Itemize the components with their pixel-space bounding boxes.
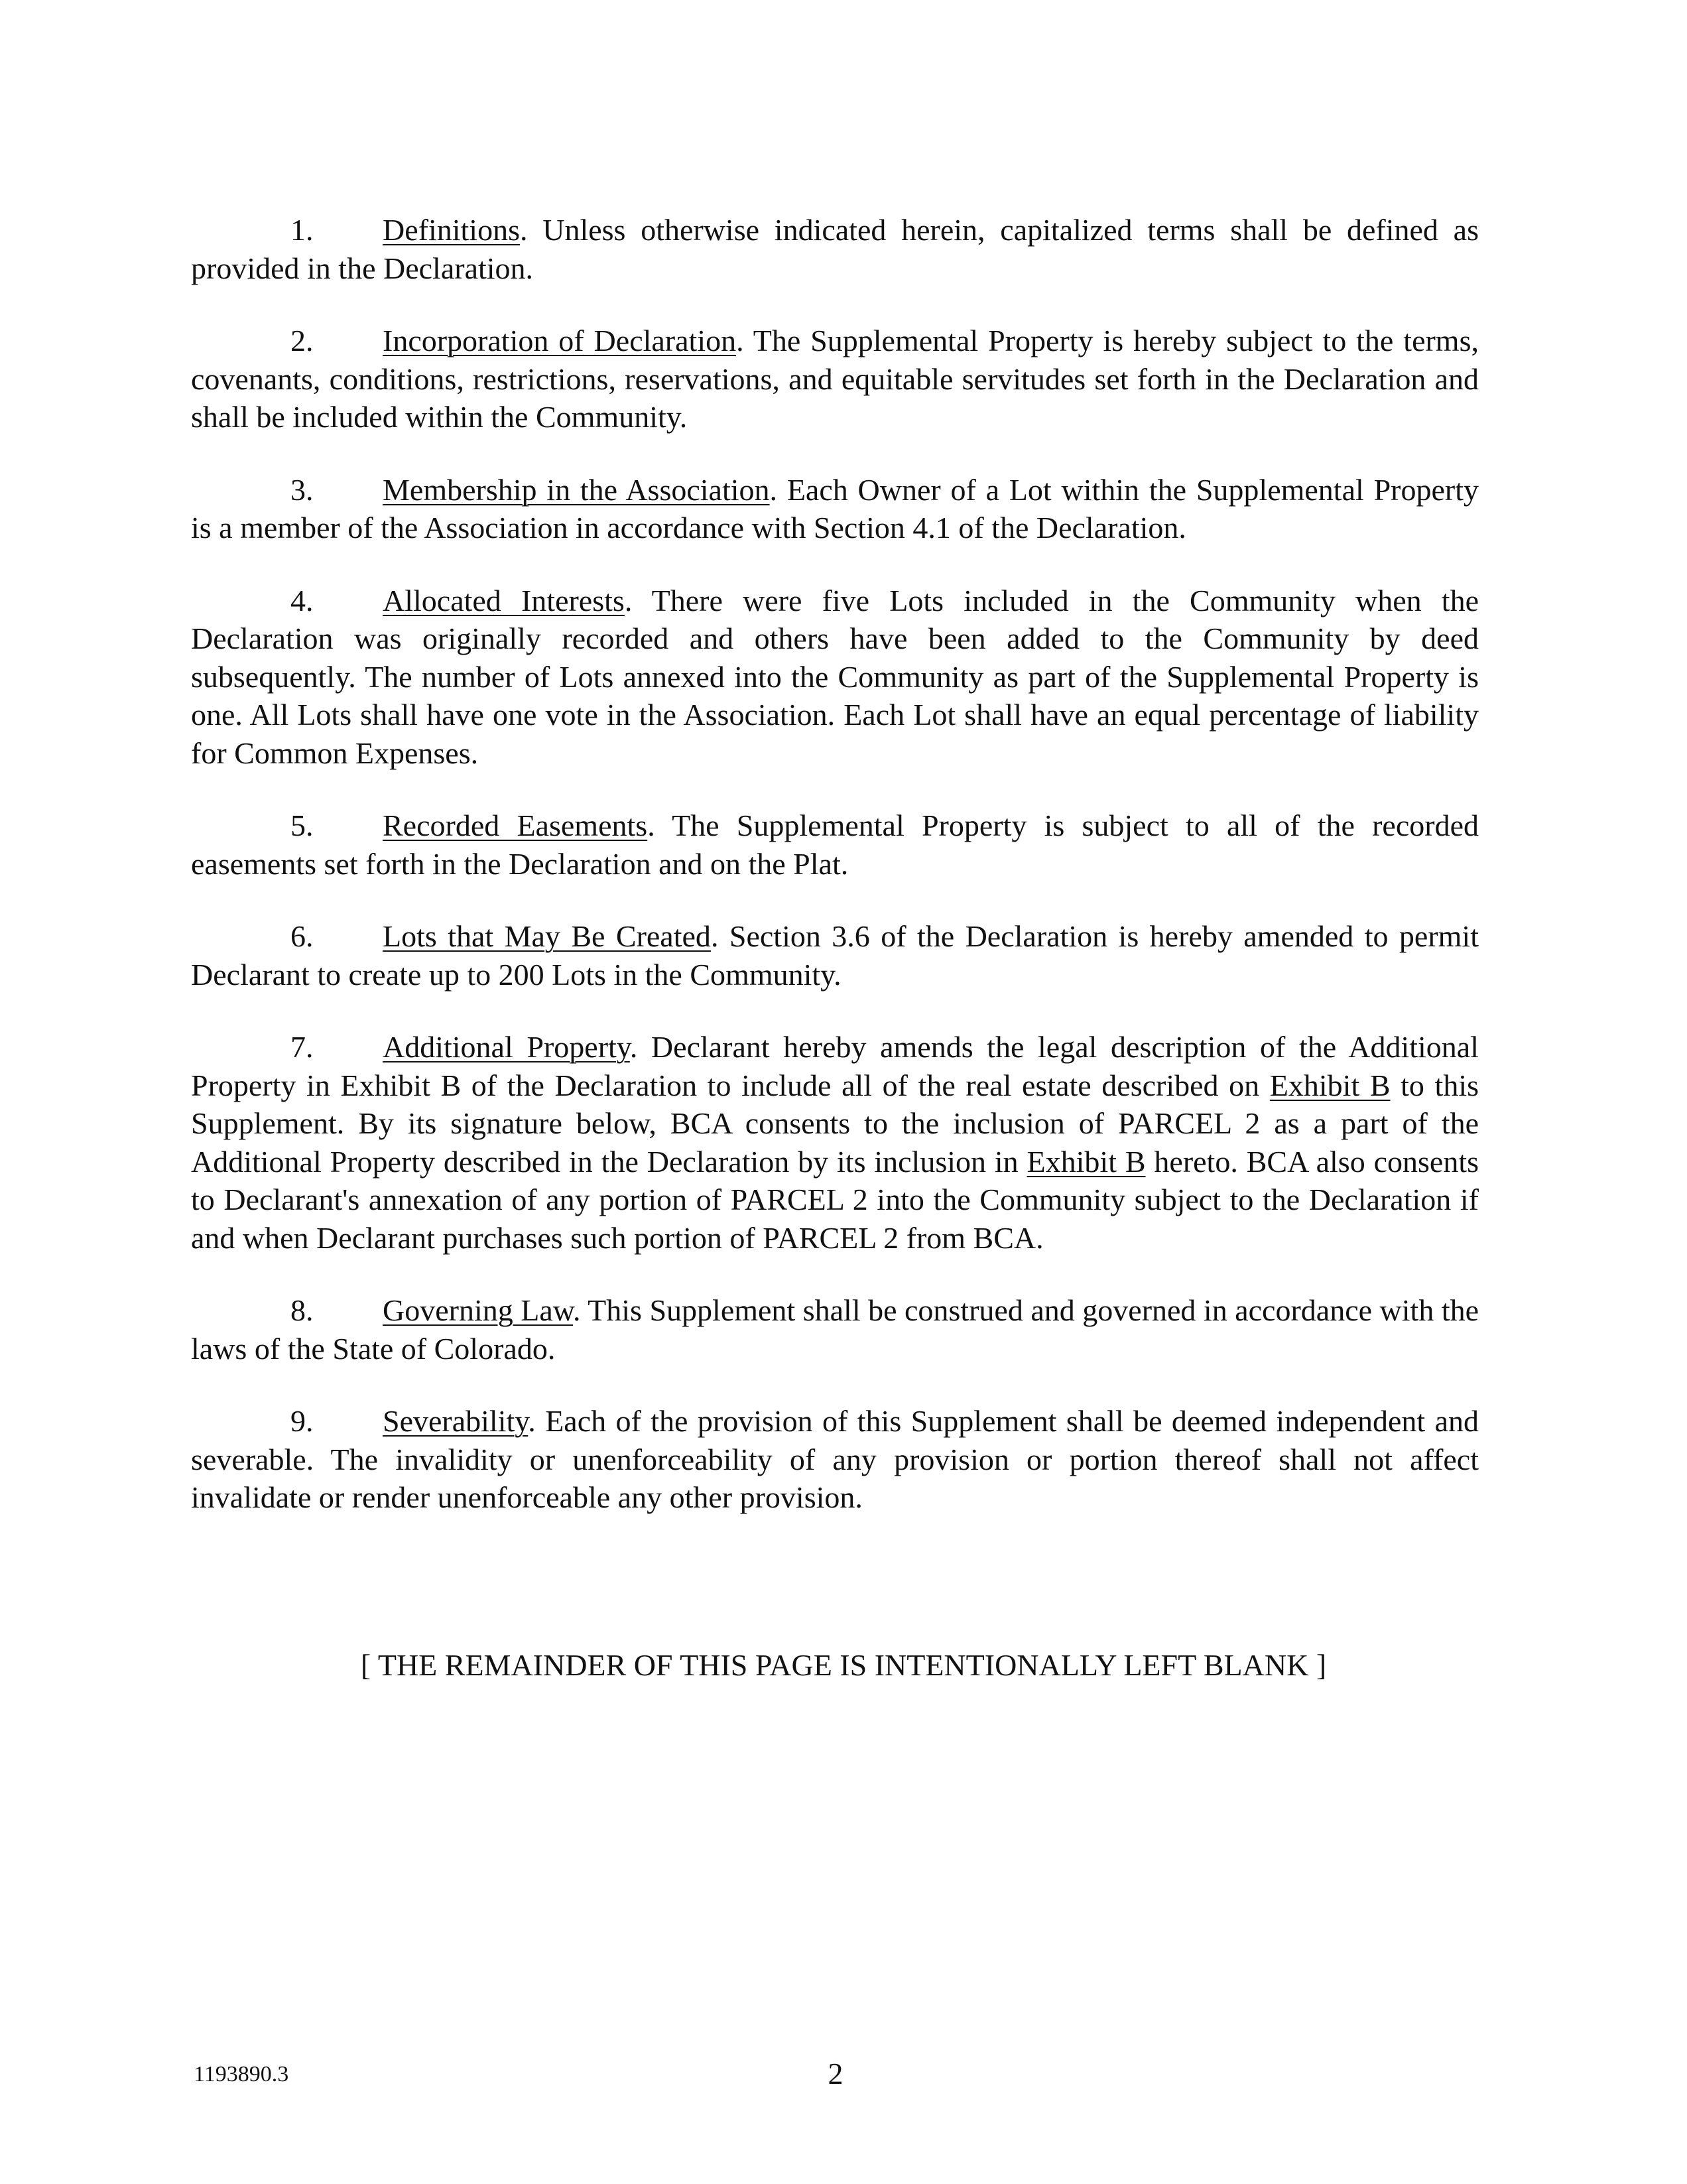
section-text: to this Supplement. By its signature below, BCA consents to the inclusion of PARCEL 2 as a part of the Additional Property described in the Declaration by its inclusion in: [191, 1068, 1479, 1179]
section-number: 1.: [290, 213, 314, 247]
page-number: 2: [828, 2057, 844, 2090]
section-text: . Declarant hereby amends the legal description of the Additional Property in Exhibit B of the Declaration to include all of the real estate described on: [191, 1030, 1479, 1102]
section-definitions: [191, 211, 1479, 287]
section-text: . Each Owner of a Lot within the Supplemental Property is a member of the Association in accordance with Section 4.1 of the Declaration.: [191, 472, 1479, 545]
section-number: 8.: [290, 1293, 314, 1327]
document-body: [191, 211, 1479, 1551]
section-text: . Section 3.6 of the Declaration is hereby amended to permit Declarant to create up to 200 Lots in the Community.: [191, 919, 1479, 992]
document-id: 1193890.3: [194, 2062, 289, 2087]
section-text: . There were five Lots included in the Community when the Declaration was originally recorded and others have been added to the Community by deed subsequently. The number of Lots annexed into the Community as part of the Supplemental Property is one. All Lots shall have one vote in the Association. Each Lot shall have an equal percentage of liability for Common Expenses.: [191, 583, 1479, 770]
section-heading: Governing Law: [383, 1293, 573, 1327]
section-number: 5.: [290, 808, 314, 842]
section-number: 9.: [290, 1404, 314, 1438]
section-additional-property: [191, 1028, 1479, 1257]
section-membership: [191, 471, 1479, 547]
section-recorded-easements: [191, 806, 1479, 883]
section-severability: [191, 1402, 1479, 1517]
section-text: hereto. BCA also consents to Declarant's annexation of any portion of PARCEL 2 into the Community subject to the Declaration if and when Declarant purchases such portion of PARCEL 2 from BCA.: [191, 1144, 1479, 1255]
exhibit-b-reference: Exhibit B: [1269, 1068, 1391, 1102]
section-text: . The Supplemental Property is hereby subject to the terms, covenants, conditions, restrictions, reservations, and equitable servitudes set forth in the Declaration and shall be included within the Community.: [191, 324, 1479, 434]
section-heading: Incorporation of Declaration: [383, 324, 737, 357]
section-heading: Membership in the Association: [383, 472, 770, 507]
section-allocated-interests: [191, 582, 1479, 773]
section-heading: Recorded Easements: [383, 808, 648, 842]
section-number: 2.: [290, 324, 314, 357]
section-number: 6.: [290, 919, 314, 953]
section-lots-that-may-be-created: [191, 917, 1479, 994]
section-heading: Allocated Interests: [383, 583, 625, 617]
section-number: 4.: [290, 583, 314, 617]
section-text: . Unless otherwise indicated herein, capitalized terms shall be defined as provided in the Declaration.: [191, 213, 1479, 285]
section-heading: Severability: [383, 1404, 529, 1438]
intentionally-blank-notice: [ THE REMAINDER OF THIS PAGE IS INTENTIONALLY LEFT BLANK ]: [360, 1648, 1327, 1682]
section-text: . This Supplement shall be construed and governed in accordance with the laws of the State of Colorado.: [191, 1293, 1479, 1366]
section-number: 7.: [290, 1030, 314, 1064]
section-text: . The Supplemental Property is subject to all of the recorded easements set forth in the Declaration and on the Plat.: [191, 808, 1479, 881]
section-heading: Definitions: [383, 213, 520, 247]
section-incorporation-of-declaration: [191, 322, 1479, 436]
section-number: 3.: [290, 472, 314, 507]
section-heading: Lots that May Be Created: [383, 919, 711, 953]
section-heading: Additional Property: [383, 1030, 630, 1064]
section-governing-law: [191, 1291, 1479, 1368]
exhibit-b-reference: Exhibit B: [1027, 1144, 1146, 1179]
section-text: . Each of the provision of this Supplement shall be deemed independent and severable. The invalidity or unenforceability of any provision or portion thereof shall not affect invalidate or render unenforceable any other provision.: [191, 1404, 1479, 1514]
